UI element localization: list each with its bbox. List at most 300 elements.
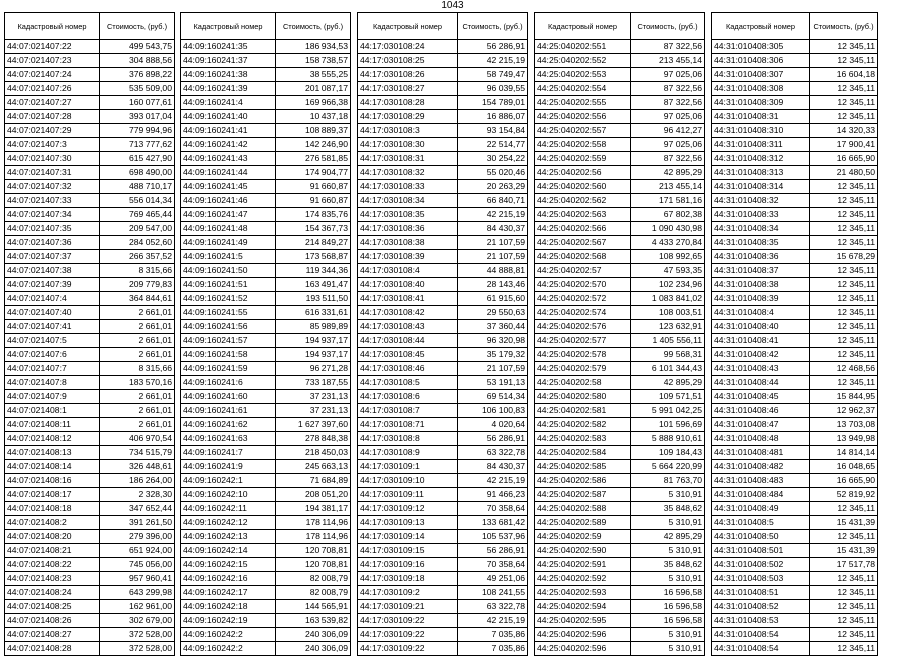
cadastral-number-cell: 44:17:030108:9 — [358, 446, 458, 460]
cost-cell: 109 571,51 — [631, 390, 705, 404]
table-row — [181, 418, 351, 432]
cadastral-number-cell: 44:07:021408:28 — [5, 642, 100, 656]
table-row — [535, 96, 705, 110]
cost-cell: 56 286,91 — [458, 432, 528, 446]
cadastral-number-cell: 44:09:160241:58 — [181, 348, 276, 362]
cost-cell: 12 345,11 — [810, 586, 878, 600]
cadastral-number-cell: 44:07:021408:23 — [5, 572, 100, 586]
table-row — [535, 40, 705, 54]
table-row — [358, 460, 528, 474]
table-row — [535, 558, 705, 572]
table-row — [535, 222, 705, 236]
table-row — [181, 124, 351, 138]
cost-cell: 266 357,52 — [100, 250, 175, 264]
table-row — [181, 152, 351, 166]
cost-cell: 779 994,96 — [100, 124, 175, 138]
cost-cell: 2 661,01 — [100, 418, 175, 432]
cost-cell: 14 320,33 — [810, 124, 878, 138]
table-row — [181, 40, 351, 54]
table-row — [181, 320, 351, 334]
cadastral-number-cell: 44:09:160241:7 — [181, 446, 276, 460]
table-row — [5, 292, 175, 306]
cost-cell: 67 802,38 — [631, 208, 705, 222]
table-row — [535, 334, 705, 348]
cadastral-number-cell: 44:25:040202:59 — [535, 530, 631, 544]
cost-cell: 21 107,59 — [458, 236, 528, 250]
cost-cell: 5 310,91 — [631, 642, 705, 656]
cadastral-number-cell: 44:07:021408:27 — [5, 628, 100, 642]
cost-cell: 35 848,62 — [631, 502, 705, 516]
table-row — [712, 110, 878, 124]
table-row — [181, 362, 351, 376]
table-row — [712, 628, 878, 642]
table-row — [5, 166, 175, 180]
cost-cell: 108 889,37 — [276, 124, 351, 138]
cadastral-number-cell: 44:17:030108:5 — [358, 376, 458, 390]
cost-cell: 7 035,86 — [458, 628, 528, 642]
table-row — [358, 68, 528, 82]
cadastral-number-cell: 44:07:021407:40 — [5, 306, 100, 320]
cost-cell: 12 345,11 — [810, 306, 878, 320]
table-row — [181, 502, 351, 516]
table-row — [712, 138, 878, 152]
column-header-cost: Стоимость, (руб.) — [631, 13, 705, 40]
cost-cell: 171 581,16 — [631, 194, 705, 208]
page-number: 1043 — [441, 0, 464, 11]
cadastral-number-cell: 44:07:021407:3 — [5, 138, 100, 152]
cadastral-number-cell: 44:17:030108:28 — [358, 96, 458, 110]
cadastral-number-cell: 44:31:010408:43 — [712, 362, 810, 376]
cost-cell: 42 215,19 — [458, 474, 528, 488]
cost-cell: 108 003,51 — [631, 306, 705, 320]
column-header-cadastral: Кадастровый номер — [358, 13, 458, 40]
cadastral-number-cell: 44:17:030108:39 — [358, 250, 458, 264]
table-row — [712, 152, 878, 166]
cadastral-number-cell: 44:09:160241:57 — [181, 334, 276, 348]
cadastral-number-cell: 44:31:010408:38 — [712, 278, 810, 292]
cadastral-number-cell: 44:07:021407:28 — [5, 110, 100, 124]
cadastral-number-cell: 44:25:040202:555 — [535, 96, 631, 110]
cadastral-number-cell: 44:17:030108:71 — [358, 418, 458, 432]
cost-cell: 16 048,65 — [810, 460, 878, 474]
cost-cell: 82 008,79 — [276, 586, 351, 600]
table-row — [5, 68, 175, 82]
table-row — [5, 320, 175, 334]
cadastral-number-cell: 44:09:160242:1 — [181, 474, 276, 488]
table-row — [712, 474, 878, 488]
cadastral-number-cell: 44:09:160241:43 — [181, 152, 276, 166]
table-row — [712, 292, 878, 306]
table-row — [535, 628, 705, 642]
table-row — [712, 362, 878, 376]
table-row — [535, 642, 705, 656]
table-row — [712, 54, 878, 68]
table-row — [358, 432, 528, 446]
cost-cell: 218 450,03 — [276, 446, 351, 460]
cadastral-number-cell: 44:17:030108:25 — [358, 54, 458, 68]
cadastral-number-cell: 44:09:160241:40 — [181, 110, 276, 124]
cadastral-number-cell: 44:07:021408:20 — [5, 530, 100, 544]
cadastral-number-cell: 44:17:030108:31 — [358, 152, 458, 166]
table-row — [535, 138, 705, 152]
table-row — [712, 558, 878, 572]
cadastral-number-cell: 44:25:040202:589 — [535, 516, 631, 530]
cadastral-number-cell: 44:09:160241:55 — [181, 306, 276, 320]
cadastral-number-cell: 44:25:040202:566 — [535, 222, 631, 236]
cost-cell: 957 960,41 — [100, 572, 175, 586]
cost-cell: 12 345,11 — [810, 334, 878, 348]
table-row — [358, 474, 528, 488]
table-row — [181, 432, 351, 446]
cost-cell: 12 345,11 — [810, 208, 878, 222]
cadastral-number-cell: 44:25:040202:58 — [535, 376, 631, 390]
cadastral-number-cell: 44:25:040202:556 — [535, 110, 631, 124]
cost-cell: 37 360,44 — [458, 320, 528, 334]
table-row — [535, 488, 705, 502]
column-header-cadastral: Кадастровый номер — [712, 13, 810, 40]
table-row — [5, 54, 175, 68]
cadastral-number-cell: 44:31:010408:49 — [712, 502, 810, 516]
table-row — [535, 460, 705, 474]
table-row — [5, 96, 175, 110]
cadastral-number-cell: 44:25:040202:560 — [535, 180, 631, 194]
cost-cell: 5 310,91 — [631, 628, 705, 642]
cadastral-number-cell: 44:17:030109:16 — [358, 558, 458, 572]
table-row — [5, 376, 175, 390]
cadastral-number-cell: 44:31:010408:4 — [712, 306, 810, 320]
cost-cell: 209 779,83 — [100, 278, 175, 292]
cost-cell: 1 405 556,11 — [631, 334, 705, 348]
cost-cell: 91 660,87 — [276, 180, 351, 194]
cadastral-number-cell: 44:09:160241:49 — [181, 236, 276, 250]
cost-cell: 276 581,85 — [276, 152, 351, 166]
cadastral-number-cell: 44:07:021407:37 — [5, 250, 100, 264]
cadastral-number-cell: 44:07:021408:2 — [5, 516, 100, 530]
table-row — [181, 642, 351, 656]
cadastral-number-cell: 44:25:040202:562 — [535, 194, 631, 208]
table-row — [358, 236, 528, 250]
cost-cell: 120 708,81 — [276, 558, 351, 572]
table-row — [5, 390, 175, 404]
cost-cell: 556 014,34 — [100, 194, 175, 208]
table-row — [535, 586, 705, 600]
table-row — [535, 292, 705, 306]
cadastral-number-cell: 44:09:160241:60 — [181, 390, 276, 404]
table-row — [181, 264, 351, 278]
cadastral-number-cell: 44:17:030108:27 — [358, 82, 458, 96]
cost-cell: 12 345,11 — [810, 180, 878, 194]
table-row — [5, 124, 175, 138]
cost-cell: 154 367,73 — [276, 222, 351, 236]
table-row — [358, 628, 528, 642]
column-header-cadastral: Кадастровый номер — [535, 13, 631, 40]
cadastral-number-cell: 44:09:160242:18 — [181, 600, 276, 614]
table-row — [181, 348, 351, 362]
table-row — [5, 138, 175, 152]
table-row — [535, 180, 705, 194]
cost-cell: 12 962,37 — [810, 404, 878, 418]
column-header-cost: Стоимость, (руб.) — [100, 13, 175, 40]
cost-cell: 5 310,91 — [631, 516, 705, 530]
cadastral-number-cell: 44:07:021408:24 — [5, 586, 100, 600]
table-row — [712, 530, 878, 544]
cost-cell: 162 961,00 — [100, 600, 175, 614]
table-row — [5, 516, 175, 530]
cost-cell: 15 431,39 — [810, 544, 878, 558]
table-row — [712, 488, 878, 502]
table-row — [358, 390, 528, 404]
table-row — [535, 376, 705, 390]
cost-cell: 14 814,14 — [810, 446, 878, 460]
cost-cell: 2 328,30 — [100, 488, 175, 502]
cost-cell: 12 345,11 — [810, 628, 878, 642]
cadastral-number-cell: 44:31:010408:40 — [712, 320, 810, 334]
table-row — [712, 68, 878, 82]
cadastral-number-cell: 44:07:021407:31 — [5, 166, 100, 180]
cadastral-number-cell: 44:09:160241:9 — [181, 460, 276, 474]
cost-cell: 16 596,58 — [631, 600, 705, 614]
cost-cell: 406 970,54 — [100, 432, 175, 446]
cost-cell: 163 539,82 — [276, 614, 351, 628]
table-row — [358, 404, 528, 418]
cost-cell: 8 315,66 — [100, 264, 175, 278]
table-row — [358, 600, 528, 614]
cost-cell: 82 008,79 — [276, 572, 351, 586]
table-row — [358, 82, 528, 96]
cadastral-number-cell: 44:31:010408:51 — [712, 586, 810, 600]
table-row — [358, 180, 528, 194]
cadastral-number-cell: 44:07:021408:25 — [5, 600, 100, 614]
table-row — [358, 544, 528, 558]
table-row — [358, 54, 528, 68]
cadastral-number-cell: 44:09:160241:48 — [181, 222, 276, 236]
cadastral-number-cell: 44:25:040202:585 — [535, 460, 631, 474]
column-header-cadastral: Кадастровый номер — [5, 13, 100, 40]
table-row — [5, 418, 175, 432]
cadastral-number-cell: 44:09:160242:16 — [181, 572, 276, 586]
cadastral-number-cell: 44:17:030108:3 — [358, 124, 458, 138]
cost-cell: 245 663,13 — [276, 460, 351, 474]
table-row — [5, 628, 175, 642]
table-row — [535, 418, 705, 432]
table-row — [181, 390, 351, 404]
cost-cell: 144 565,91 — [276, 600, 351, 614]
cost-cell: 12 345,11 — [810, 110, 878, 124]
cost-cell: 91 466,23 — [458, 488, 528, 502]
table-row — [535, 152, 705, 166]
cadastral-number-cell: 44:31:010408:313 — [712, 166, 810, 180]
cadastral-number-cell: 44:09:160241:51 — [181, 278, 276, 292]
table-row — [5, 544, 175, 558]
cadastral-number-cell: 44:17:030109:22 — [358, 614, 458, 628]
cadastral-number-cell: 44:17:030108:8 — [358, 432, 458, 446]
table-row — [358, 208, 528, 222]
table-row — [181, 292, 351, 306]
cadastral-number-cell: 44:17:030109:10 — [358, 474, 458, 488]
cost-cell: 163 491,47 — [276, 278, 351, 292]
cost-cell: 5 310,91 — [631, 544, 705, 558]
cost-cell: 87 322,56 — [631, 96, 705, 110]
cadastral-number-cell: 44:09:160242:12 — [181, 516, 276, 530]
table-row — [712, 614, 878, 628]
cost-cell: 769 465,44 — [100, 208, 175, 222]
cadastral-number-cell: 44:31:010408:503 — [712, 572, 810, 586]
cost-cell: 93 154,84 — [458, 124, 528, 138]
cost-cell: 240 306,09 — [276, 628, 351, 642]
cadastral-number-cell: 44:25:040202:596 — [535, 642, 631, 656]
table-row — [712, 404, 878, 418]
table-row — [358, 502, 528, 516]
cost-cell: 12 345,11 — [810, 572, 878, 586]
cadastral-number-cell: 44:09:160241:63 — [181, 432, 276, 446]
cadastral-number-cell: 44:07:021407:26 — [5, 82, 100, 96]
cost-cell: 651 924,00 — [100, 544, 175, 558]
table-row — [5, 460, 175, 474]
cadastral-number-cell: 44:17:030108:7 — [358, 404, 458, 418]
cadastral-number-cell: 44:17:030109:2 — [358, 586, 458, 600]
cadastral-number-cell: 44:17:030108:42 — [358, 306, 458, 320]
cost-cell: 178 114,96 — [276, 516, 351, 530]
cost-cell: 12 345,11 — [810, 264, 878, 278]
column-header-cadastral: Кадастровый номер — [181, 13, 276, 40]
cost-cell: 2 661,01 — [100, 348, 175, 362]
cost-cell: 2 661,01 — [100, 404, 175, 418]
cadastral-number-cell: 44:07:021407:38 — [5, 264, 100, 278]
cadastral-number-cell: 44:17:030108:34 — [358, 194, 458, 208]
cost-cell: 279 396,00 — [100, 530, 175, 544]
cost-cell: 97 025,06 — [631, 138, 705, 152]
table-row — [535, 194, 705, 208]
cost-cell: 5 664 220,99 — [631, 460, 705, 474]
cost-cell: 109 184,43 — [631, 446, 705, 460]
table-row — [181, 250, 351, 264]
table-row — [358, 418, 528, 432]
cost-cell: 535 509,00 — [100, 82, 175, 96]
cost-cell: 21 107,59 — [458, 250, 528, 264]
cost-cell: 12 468,56 — [810, 362, 878, 376]
table-row — [5, 348, 175, 362]
cost-cell: 193 511,50 — [276, 292, 351, 306]
cadastral-number-cell: 44:07:021408:21 — [5, 544, 100, 558]
table-row — [181, 194, 351, 208]
table-row — [712, 460, 878, 474]
cadastral-number-cell: 44:25:040202:580 — [535, 390, 631, 404]
cadastral-number-cell: 44:07:021407:24 — [5, 68, 100, 82]
cost-cell: 123 632,91 — [631, 320, 705, 334]
cost-cell: 63 322,78 — [458, 600, 528, 614]
cadastral-number-cell: 44:07:021408:26 — [5, 614, 100, 628]
cost-cell: 698 490,00 — [100, 166, 175, 180]
cost-cell: 12 345,11 — [810, 320, 878, 334]
cost-cell: 61 915,60 — [458, 292, 528, 306]
table-row — [358, 614, 528, 628]
table-row — [535, 432, 705, 446]
cadastral-table-2 — [180, 12, 351, 656]
table-row — [535, 54, 705, 68]
cost-cell: 160 077,61 — [100, 96, 175, 110]
cadastral-number-cell: 44:25:040202:588 — [535, 502, 631, 516]
cadastral-number-cell: 44:31:010408:484 — [712, 488, 810, 502]
cost-cell: 42 215,19 — [458, 614, 528, 628]
cadastral-number-cell: 44:31:010408:305 — [712, 40, 810, 54]
table-row — [712, 320, 878, 334]
cadastral-table-4 — [534, 12, 705, 656]
cadastral-number-cell: 44:25:040202:594 — [535, 600, 631, 614]
table-row — [535, 250, 705, 264]
table-row — [181, 180, 351, 194]
cadastral-number-cell: 44:17:030108:40 — [358, 278, 458, 292]
table-row — [712, 306, 878, 320]
cost-cell: 21 480,50 — [810, 166, 878, 180]
cadastral-number-cell: 44:31:010408:54 — [712, 628, 810, 642]
cadastral-number-cell: 44:07:021407:41 — [5, 320, 100, 334]
cadastral-number-cell: 44:31:010408:306 — [712, 54, 810, 68]
cost-cell: 17 900,41 — [810, 138, 878, 152]
cost-cell: 12 345,11 — [810, 278, 878, 292]
table-row — [358, 348, 528, 362]
cadastral-number-cell: 44:25:040202:577 — [535, 334, 631, 348]
cost-cell: 194 381,17 — [276, 502, 351, 516]
cadastral-number-cell: 44:31:010408:54 — [712, 642, 810, 656]
cost-cell: 194 937,17 — [276, 348, 351, 362]
table-row — [181, 558, 351, 572]
cost-cell: 84 430,37 — [458, 222, 528, 236]
cost-cell: 278 848,38 — [276, 432, 351, 446]
table-row — [181, 68, 351, 82]
cadastral-number-cell: 44:07:021407:6 — [5, 348, 100, 362]
cadastral-number-cell: 44:31:010408:35 — [712, 236, 810, 250]
cost-cell: 66 840,71 — [458, 194, 528, 208]
cadastral-number-cell: 44:17:030108:36 — [358, 222, 458, 236]
cadastral-number-cell: 44:09:160241:44 — [181, 166, 276, 180]
table-row — [712, 446, 878, 460]
table-row — [712, 222, 878, 236]
cadastral-number-cell: 44:25:040202:591 — [535, 558, 631, 572]
cost-cell: 183 570,16 — [100, 376, 175, 390]
table-row — [181, 334, 351, 348]
cost-cell: 47 593,35 — [631, 264, 705, 278]
cost-cell: 5 310,91 — [631, 572, 705, 586]
table-row — [535, 474, 705, 488]
cadastral-number-cell: 44:25:040202:583 — [535, 432, 631, 446]
table-row — [181, 600, 351, 614]
cost-cell: 42 895,29 — [631, 530, 705, 544]
cost-cell: 49 251,06 — [458, 572, 528, 586]
cost-cell: 643 299,98 — [100, 586, 175, 600]
cadastral-number-cell: 44:31:010408:309 — [712, 96, 810, 110]
table-row — [181, 306, 351, 320]
cost-cell: 12 345,11 — [810, 54, 878, 68]
table-row — [712, 124, 878, 138]
cadastral-number-cell: 44:25:040202:552 — [535, 54, 631, 68]
cost-cell: 12 345,11 — [810, 348, 878, 362]
cadastral-number-cell: 44:25:040202:574 — [535, 306, 631, 320]
table-row — [535, 68, 705, 82]
table-row — [5, 82, 175, 96]
table-row — [5, 642, 175, 656]
cost-cell: 71 684,89 — [276, 474, 351, 488]
cost-cell: 97 025,06 — [631, 68, 705, 82]
cost-cell: 616 331,61 — [276, 306, 351, 320]
cost-cell: 96 320,98 — [458, 334, 528, 348]
cadastral-number-cell: 44:07:021407:22 — [5, 40, 100, 54]
cadastral-number-cell: 44:17:030108:44 — [358, 334, 458, 348]
table-row — [712, 544, 878, 558]
cadastral-number-cell: 44:25:040202:582 — [535, 418, 631, 432]
table-row — [181, 460, 351, 474]
column-header-cost: Стоимость, (руб.) — [458, 13, 528, 40]
table-row — [181, 446, 351, 460]
